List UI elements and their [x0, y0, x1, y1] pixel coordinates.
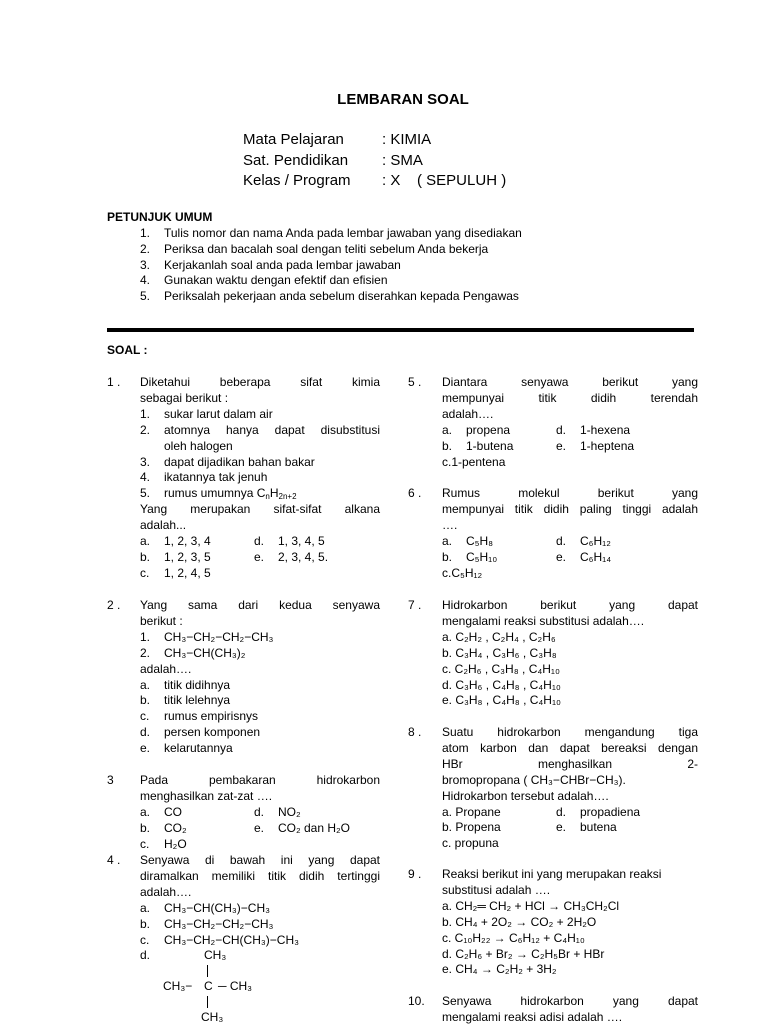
instruction-item: [140, 289, 522, 305]
option-text: rumus empirisnys: [164, 709, 259, 724]
option-text: kelarutannya: [164, 741, 233, 756]
option-letter: a.: [140, 534, 151, 549]
question-stem: adalah….: [442, 406, 494, 421]
option-letter: d.: [140, 725, 151, 740]
statement-text: ikatannya tak jenuh: [164, 470, 268, 485]
option-letter: b.: [140, 549, 151, 564]
statement-item: [140, 646, 380, 662]
formula-group: CH₃: [204, 948, 227, 963]
instruction-item: [140, 273, 522, 289]
meta-label: Kelas / Program: [243, 172, 351, 189]
option-row: [140, 534, 380, 550]
option-letter: c.: [140, 709, 150, 724]
option-text: c.C₅H₁₂: [442, 565, 483, 580]
statement-item: [140, 423, 380, 439]
option-row: [140, 725, 380, 741]
statement-text: [164, 486, 297, 502]
option-text: 1, 3, 4, 5: [278, 534, 325, 549]
stem-word: 2-: [687, 756, 698, 771]
option-letter: e.: [556, 820, 567, 835]
meta-row-level: [243, 151, 506, 172]
option-text: c.1-pentena: [442, 454, 506, 469]
instruction-number: 4.: [140, 273, 151, 288]
option-row: [140, 933, 380, 949]
option-letter: d.: [556, 422, 567, 437]
option-text: C₆H₁₂: [580, 533, 611, 548]
instruction-number: 3.: [140, 257, 151, 272]
option-text: C₆H₁₄: [580, 549, 612, 564]
option-text: CH₃−CH(CH₃)−CH₃: [164, 900, 270, 915]
question-stem: menghasilkan zat-zat ….: [140, 788, 273, 803]
statement-text: oleh halogen: [164, 438, 233, 453]
option-text: c. C₁₀H₂₂ → C₆H₁₂ + C₄H₁₀: [442, 930, 585, 945]
question-stem: Diketahui beberapa sifat kimia: [140, 375, 380, 389]
meta-value: : X ( SEPULUH ): [382, 172, 507, 189]
statement-number: 5.: [140, 486, 151, 501]
page-title: LEMBARAN SOAL: [337, 91, 469, 108]
option-letter: a.: [442, 422, 453, 437]
formula-atom: C: [204, 979, 213, 994]
question-stem: bromopropana ( CH₃−CHBr−CH₃).: [442, 772, 626, 787]
option-letter: d.: [254, 804, 265, 819]
option-text: 1-heptena: [580, 438, 635, 453]
option-text: d. C₂H₆ + Br₂ → C₂H₅Br + HBr: [442, 946, 605, 961]
option-letter: e.: [254, 820, 265, 835]
instruction-text: Tulis nomor dan nama Anda pada lembar jawaban yang disediakan: [164, 226, 522, 240]
question-stem: Senyawa di bawah ini yang dapat: [140, 853, 380, 867]
statement-item: [140, 455, 380, 471]
question-stem: Diantara senyawa berikut yang: [442, 375, 698, 389]
option-text: persen komponen: [164, 725, 261, 740]
option-text: a. Propane: [442, 804, 501, 819]
question-number: 10.: [408, 994, 425, 1008]
option-row: [140, 709, 380, 725]
option-letter: b.: [442, 549, 453, 564]
instruction-number: 5.: [140, 289, 151, 304]
option-text: propadiena: [580, 804, 641, 819]
question-number: 9 .: [408, 867, 422, 881]
option-row: [442, 534, 698, 550]
option-text: titik lelehnya: [164, 693, 231, 708]
question-number: 8 .: [408, 725, 422, 739]
statement-text: sukar larut dalam air: [164, 406, 273, 421]
question-stem: mengalami reaksi substitusi adalah….: [442, 613, 645, 628]
question-stem: Rumus molekul berikut yang: [442, 486, 698, 500]
question-stem: berikut :: [140, 613, 183, 628]
option-text: a. CH₂═ CH₂ + HCl → CH₃CH₂Cl: [442, 898, 620, 913]
instruction-item: [140, 258, 522, 274]
question-stem: diramalkan memiliki titik didih tertinggi: [140, 868, 380, 883]
formula-subscript: n: [265, 492, 270, 502]
stem-word: HBr: [442, 756, 463, 771]
option-text: propena: [466, 422, 511, 437]
statement-number: 1.: [140, 406, 151, 421]
formula-subscript: 2n+2: [278, 492, 297, 502]
question-number: 2 .: [107, 598, 121, 612]
meta-label: Mata Pelajaran: [243, 131, 344, 148]
option-letter: e.: [140, 741, 151, 756]
question-stem: substitusi adalah ….: [442, 882, 551, 897]
meta-row-class: [243, 171, 506, 192]
option-text: NO₂: [278, 804, 301, 819]
question-stem: Pada pembakaran hidrokarbon: [140, 773, 380, 787]
formula-group: CH₃−: [163, 979, 193, 994]
question-number: 1 .: [107, 375, 121, 389]
question-number: 3: [107, 773, 114, 787]
option-text: e. CH₄ → C₂H₂ + 3H₂: [442, 962, 557, 977]
option-text: c. propuna: [442, 836, 499, 851]
question-stem: ….: [442, 517, 458, 532]
question-stem: adalah….: [140, 661, 192, 676]
question-number: 4 .: [107, 853, 121, 867]
option-text: 1, 2, 3, 4: [164, 534, 211, 549]
bond-line: [207, 996, 208, 1008]
statement-item: [140, 470, 380, 486]
question-stem: mengalami reaksi adisi adalah ….: [442, 1009, 623, 1024]
question-stem: adalah….: [140, 884, 192, 899]
option-letter: c.: [140, 932, 150, 947]
option-row: [140, 901, 380, 917]
statement-text: dapat dijadikan bahan bakar: [164, 454, 315, 469]
formula-text: H: [269, 486, 279, 501]
question-stem: Hidrokarbon berikut yang dapat: [442, 598, 698, 612]
option-letter: c.: [140, 836, 150, 851]
statement-text: CH₃−CH(CH₃)₂: [164, 645, 246, 660]
statement-item: [140, 630, 380, 646]
option-letter: a.: [140, 677, 151, 692]
instruction-item: [140, 242, 522, 258]
option-text: CO: [164, 804, 182, 819]
question-number: 5 .: [408, 375, 422, 389]
option-letter: e.: [556, 438, 567, 453]
statement-number: 3.: [140, 454, 151, 469]
instructions-list: [140, 226, 522, 305]
section-divider: [107, 328, 694, 332]
question-number: 6 .: [408, 486, 422, 500]
option-text: 1-butena: [466, 438, 514, 453]
option-row: [140, 741, 380, 757]
option-text: CO₂: [164, 820, 187, 835]
option-letter: d.: [556, 533, 567, 548]
option-text: a. C₂H₂ , C₂H₄ , C₂H₆: [442, 629, 556, 644]
question-stem: atom karbon dan dapat bereaksi dengan: [442, 740, 698, 755]
option-text: butena: [580, 820, 617, 835]
statement-text: atomnya hanya dapat disubstitusi: [164, 422, 380, 437]
formula-group: ─ CH₃: [218, 979, 253, 994]
question-stem: adalah...: [140, 518, 187, 533]
question-number: 7 .: [408, 598, 422, 612]
option-letter: e.: [254, 549, 265, 564]
option-text: e. C₃H₈ , C₄H₈ , C₄H₁₀: [442, 693, 562, 708]
question-stem: sebagai berikut :: [140, 390, 229, 405]
option-row: [140, 550, 380, 566]
question-stem: mempunyai titik didih terendah: [442, 390, 698, 405]
option-row: [442, 805, 698, 821]
statement-text: CH₃−CH₂−CH₂−CH₃: [164, 629, 274, 644]
formula-text: rumus umumnya C: [164, 486, 266, 501]
option-text: 1, 2, 4, 5: [164, 565, 211, 580]
option-letter: b.: [140, 820, 151, 835]
option-letter: b.: [140, 693, 151, 708]
option-row: [140, 821, 380, 837]
statement-number: 2.: [140, 422, 151, 437]
option-row: [140, 805, 380, 821]
statement-item: [140, 486, 380, 502]
option-letter: d.: [556, 804, 567, 819]
structural-formula-d: [140, 948, 380, 1028]
statement-number: 4.: [140, 470, 151, 485]
option-letter: a.: [442, 533, 453, 548]
option-letter: b.: [442, 438, 453, 453]
statement-item: [140, 439, 380, 455]
instruction-item: [140, 226, 522, 242]
option-text: 1-hexena: [580, 422, 631, 437]
option-text: CH₃−CH₂−CH(CH₃)−CH₃: [164, 932, 299, 947]
option-text: titik didihnya: [164, 677, 231, 692]
instruction-text: Gunakan waktu dengan efektif dan efisien: [164, 273, 388, 288]
option-text: C₅H₈: [466, 533, 494, 548]
instruction-text: Periksa dan bacalah soal dengan teliti sebelum Anda bekerja: [164, 241, 489, 256]
bond-line: [207, 965, 208, 977]
option-row: [442, 423, 698, 439]
option-row: [140, 678, 380, 694]
questions-heading: SOAL :: [107, 343, 148, 357]
option-row: [442, 820, 698, 836]
statement-number: 1.: [140, 629, 151, 644]
option-letter: a.: [140, 804, 151, 819]
option-letter: e.: [556, 549, 567, 564]
document-meta: [243, 130, 506, 192]
statement-number: 2.: [140, 645, 151, 660]
option-text: H₂O: [164, 836, 187, 851]
option-row: [442, 550, 698, 566]
instruction-number: 1.: [140, 226, 151, 240]
formula-group: CH₃: [201, 1010, 224, 1025]
question-stem: Hidrokarbon tersebut adalah….: [442, 788, 609, 803]
instruction-text: Kerjakanlah soal anda pada lembar jawaban: [164, 257, 401, 272]
stem-word: menghasilkan: [537, 756, 613, 771]
instruction-number: 2.: [140, 241, 151, 256]
meta-label: Sat. Pendidikan: [243, 151, 349, 169]
instructions-heading: PETUNJUK UMUM: [107, 210, 213, 224]
option-text: CO₂ dan H₂O: [278, 820, 351, 835]
option-row: [140, 693, 380, 709]
option-text: C₅H₁₀: [466, 549, 498, 564]
meta-row-subject: [243, 130, 506, 151]
option-row: [442, 439, 698, 455]
question-stem: Yang sama dari kedua senyawa: [140, 598, 380, 612]
meta-value: : SMA: [382, 151, 423, 169]
option-row: [140, 837, 380, 853]
question-stem: Suatu hidrokarbon mengandung tiga: [442, 725, 698, 739]
option-text: c. C₂H₆ , C₃H₈ , C₄H₁₀: [442, 661, 560, 676]
option-text: d. C₃H₆ , C₄H₈ , C₄H₁₀: [442, 677, 561, 692]
option-row: [140, 917, 380, 933]
statement-number: [140, 439, 164, 455]
question-stem: [442, 757, 698, 773]
option-text: 2, 3, 4, 5.: [278, 549, 329, 564]
option-text: CH₃−CH₂−CH₂−CH₃: [164, 916, 274, 931]
option-letter: d.: [254, 534, 265, 549]
option-row: [140, 566, 380, 582]
option-text: b. CH₄ + 2O₂ → CO₂ + 2H₂O: [442, 914, 597, 929]
question-stem: mempunyai titik didih paling tinggi adalah: [442, 501, 698, 516]
option-letter: b.: [140, 916, 151, 931]
option-letter: c.: [140, 565, 150, 580]
instruction-text: Periksalah pekerjaan anda sebelum diserahkan kepada Pengawas: [164, 289, 519, 304]
option-letter: a.: [140, 900, 151, 915]
option-text: b. C₃H₄ , C₃H₆ , C₃H₈: [442, 645, 557, 660]
question-stem: Yang merupakan sifat-sifat alkana: [140, 502, 380, 517]
option-text: b. Propena: [442, 820, 501, 835]
question-stem: Senyawa hidrokarbon yang dapat: [442, 994, 698, 1008]
option-text: 1, 2, 3, 5: [164, 549, 211, 564]
option-letter: d.: [140, 948, 151, 963]
statement-item: [140, 407, 380, 423]
question-stem: Reaksi berikut ini yang merupakan reaksi: [442, 867, 662, 881]
meta-value: : KIMIA: [382, 131, 432, 148]
